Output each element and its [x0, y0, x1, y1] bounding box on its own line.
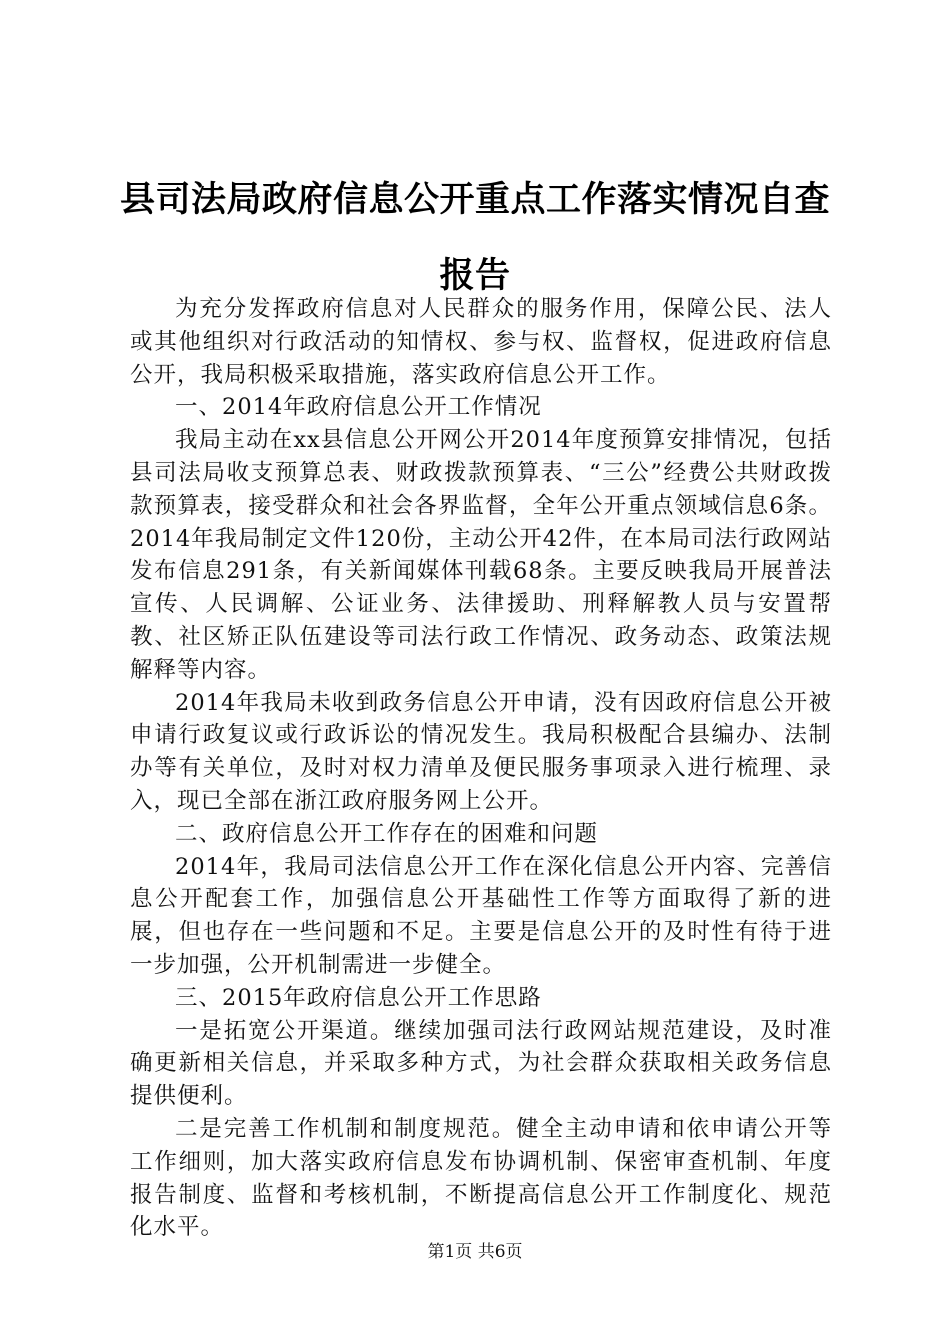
- paragraph-5: 二是完善工作机制和制度规范。健全主动申请和依申请公开等工作细则，加大落实政府信息发布协调机制、保密审查机制、年度报告制度、监督和考核机制，不断提高信息公开工作制度化、规范化水平。: [130, 1115, 832, 1241]
- section-heading-1: 一、2014年政府信息公开工作情况: [175, 394, 542, 421]
- section-heading-3: 三、2015年政府信息公开工作思路: [175, 984, 542, 1011]
- paragraph-1: 我局主动在xx县信息公开网公开2014年度预算安排情况，包括县司法局收支预算总表、财政拨款预算表、“三公”经费公共财政拨款预算表，接受群众和社会各界监督，全年公开重点领域信息6条。2014年我局制定文件120份，主动公开42件，在本局司法行政网站发布信息291条，有关新闻媒体刊载68条。主要反映我局开展普法宣传、人民调解、公证业务、法律援助、刑释解教人员与安置帮教、社区矫正队伍建设等司法行政工作情况、政务动态、政策法规解释等内容。: [130, 427, 832, 683]
- section-heading-2: 二、政府信息公开工作存在的困难和问题: [175, 820, 599, 847]
- paragraph-intro: 为充分发挥政府信息对人民群众的服务作用，保障公民、法人或其他组织对行政活动的知情权、参与权、监督权，促进政府信息公开，我局积极采取措施，落实政府信息公开工作。: [130, 296, 832, 388]
- paragraph-2: 2014年我局未收到政务信息公开申请，没有因政府信息公开被申请行政复议或行政诉讼的情况发生。我局积极配合县编办、法制办等有关单位，及时对权力清单及便民服务事项录入进行梳理、录入，现已全部在浙江政府服务网上公开。: [130, 689, 832, 814]
- document-title: 县司法局政府信息公开重点工作落实情况自查报告: [119, 180, 830, 296]
- paragraph-3: 2014年，我局司法信息公开工作在深化信息公开内容、完善信息公开配套工作，加强信息公开基础性工作等方面取得了新的进展，但也存在一些问题和不足。主要是信息公开的及时性有待于进一步加强，公开机制需进一步健全。: [130, 853, 832, 978]
- paragraph-4: 一是拓宽公开渠道。继续加强司法行政网站规范建设，及时准确更新相关信息，并采取多种方式，为社会群众获取相关政务信息提供便利。: [130, 1017, 832, 1110]
- page-footer: 第1页 共6页: [427, 1242, 523, 1262]
- document-body: [130, 293, 832, 1244]
